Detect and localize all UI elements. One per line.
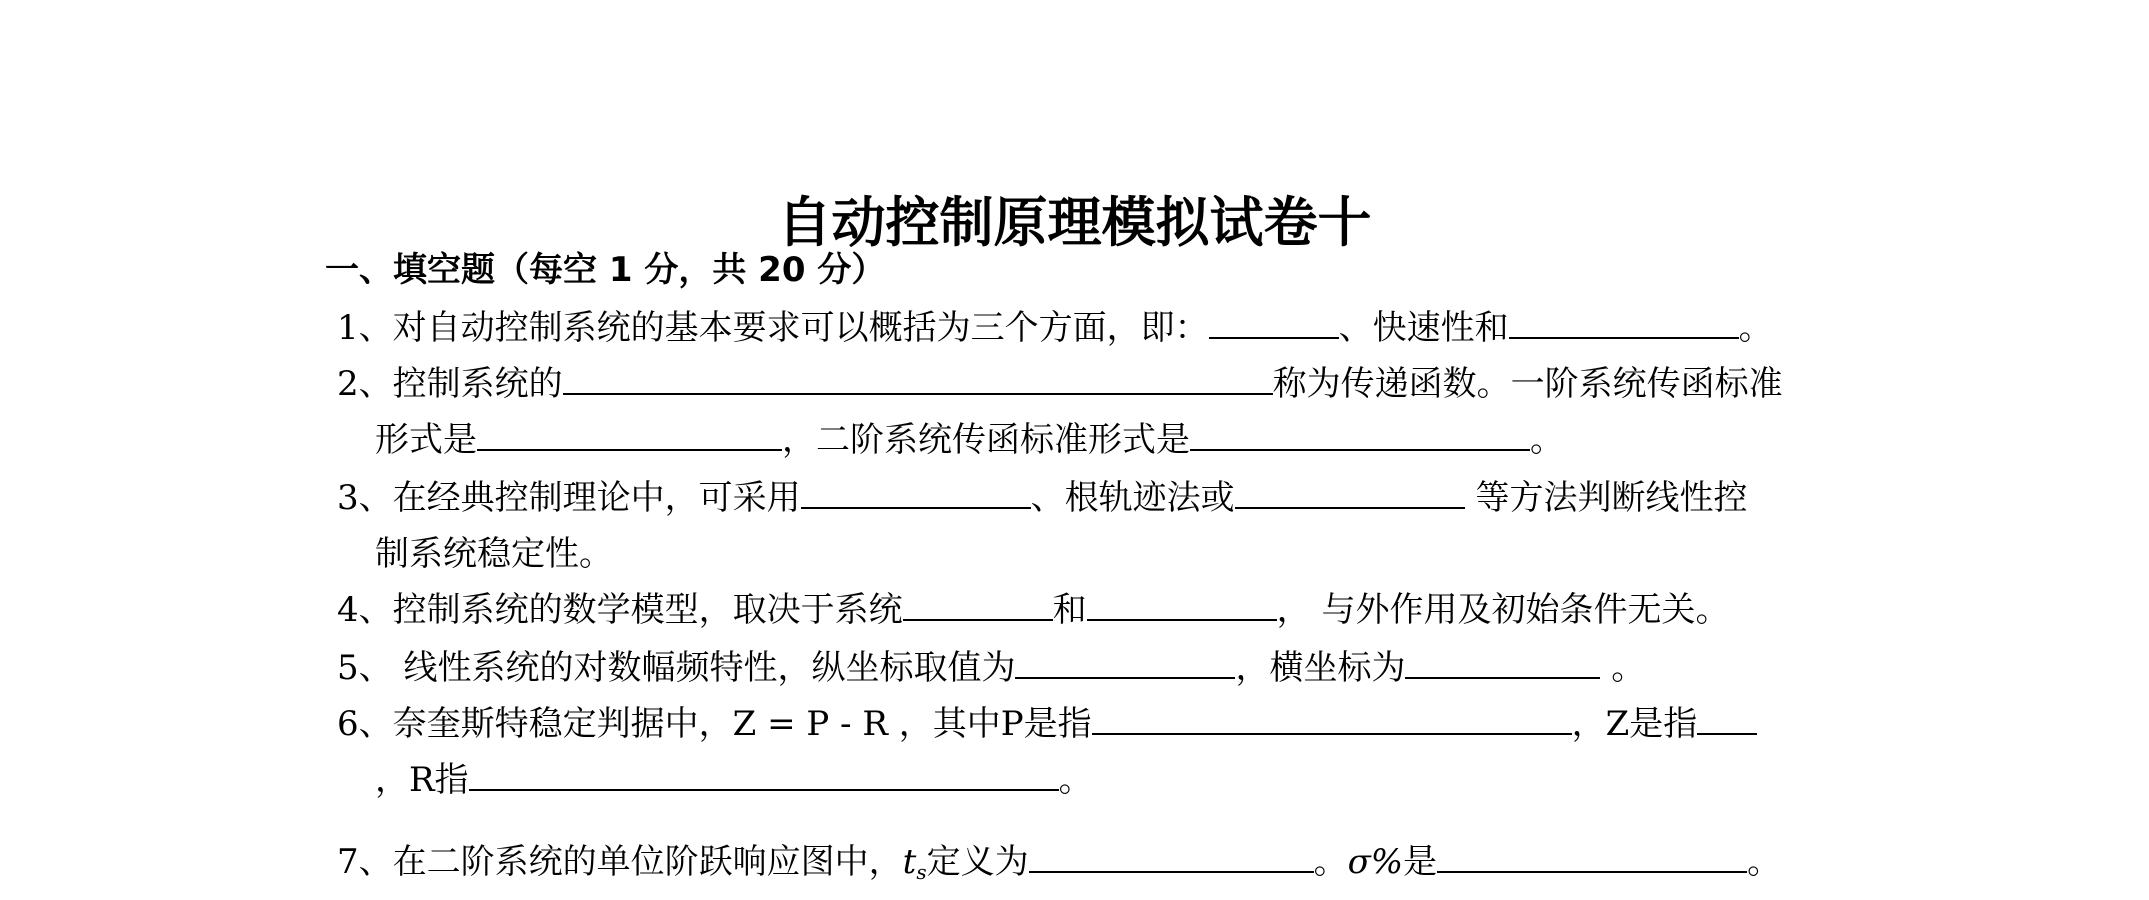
question-5 <box>337 648 1645 688</box>
q3-text-b: 、根轨迹法或 <box>1030 478 1235 518</box>
q4-text-c: ， 与外作用及初始条件无关。 <box>1276 590 1730 630</box>
q2-blank-3[interactable] <box>1190 421 1530 451</box>
q3-blank-2[interactable] <box>1235 479 1465 509</box>
q2-text-b: 称为传递函数。一阶系统传函标准 <box>1272 364 1783 404</box>
q1-text-a: 1、对自动控制系统的基本要求可以概括为三个方面，即： <box>337 308 1209 348</box>
question-6-line-2 <box>375 760 1093 800</box>
q2-text-c: 形式是 <box>375 420 477 460</box>
q3-text-c: 等方法判断线性控 <box>1464 478 1748 518</box>
q4-text-b: 和 <box>1052 590 1087 630</box>
q1-blank-1[interactable] <box>1209 309 1339 339</box>
q7-blank-2[interactable] <box>1437 843 1747 873</box>
exam-title: 自动控制原理模拟试卷十 <box>777 191 1372 254</box>
q7-ts-symbol: $t_s$ <box>902 842 927 884</box>
q5-text-a: 5、 线性系统的对数幅频特性，纵坐标取值为 <box>337 648 1016 688</box>
section-heading: 一、填空题（每空 1 分，共 20 分） <box>325 250 886 290</box>
question-3-line-2 <box>375 534 613 574</box>
q3-blank-1[interactable] <box>801 479 1031 509</box>
question-2-line-1 <box>337 364 1783 404</box>
question-3-line-1 <box>337 478 1747 518</box>
q6-text-b: ，Z是指 <box>1571 704 1698 744</box>
q3-text-d: 制系统稳定性。 <box>375 534 613 574</box>
q6-text-c: ，R指 <box>375 760 469 800</box>
q4-blank-1[interactable] <box>903 591 1053 621</box>
q5-blank-2[interactable] <box>1405 649 1600 679</box>
q2-text-a: 2、控制系统的 <box>337 364 563 404</box>
q6-blank-2[interactable] <box>1697 705 1757 735</box>
q2-blank-2[interactable] <box>477 421 782 451</box>
question-2-line-2 <box>375 420 1564 460</box>
q7-blank-1[interactable] <box>1029 843 1314 873</box>
q7-text-d: 。 <box>1747 842 1782 882</box>
question-7 <box>337 842 1781 892</box>
q1-text-c: 。 <box>1738 308 1773 348</box>
q2-blank-1[interactable] <box>563 365 1273 395</box>
q7-text-a: 7、在二阶系统的单位阶跃响应图中， <box>337 842 903 882</box>
q7-text-c: 是 <box>1403 842 1438 882</box>
q3-text-a: 3、在经典控制理论中，可采用 <box>337 478 801 518</box>
question-6-line-1 <box>337 704 1757 744</box>
q5-text-c: 。 <box>1600 648 1646 688</box>
q7-sigma-symbol: σ% <box>1347 842 1404 882</box>
q2-text-d: ，二阶系统传函标准形式是 <box>782 420 1190 460</box>
q6-text-d: 。 <box>1058 760 1093 800</box>
q6-blank-1[interactable] <box>1092 705 1572 735</box>
question-4 <box>337 590 1729 630</box>
q4-text-a: 4、控制系统的数学模型，取决于系统 <box>337 590 903 630</box>
q1-blank-2[interactable] <box>1509 309 1739 339</box>
q5-blank-1[interactable] <box>1015 649 1235 679</box>
question-1 <box>337 308 1773 348</box>
q5-text-b: ，横坐标为 <box>1235 648 1406 688</box>
q2-text-e: 。 <box>1530 420 1564 460</box>
q7-text-b: 定义为 <box>926 842 1029 882</box>
q6-blank-3[interactable] <box>469 761 1059 791</box>
q1-text-b: 、快速性和 <box>1338 308 1509 348</box>
q4-blank-2[interactable] <box>1087 591 1277 621</box>
q7-period-1: 。 <box>1313 842 1348 882</box>
q6-text-a: 6、奈奎斯特稳定判据中，Z = P - R ，其中P是指 <box>337 704 1092 744</box>
